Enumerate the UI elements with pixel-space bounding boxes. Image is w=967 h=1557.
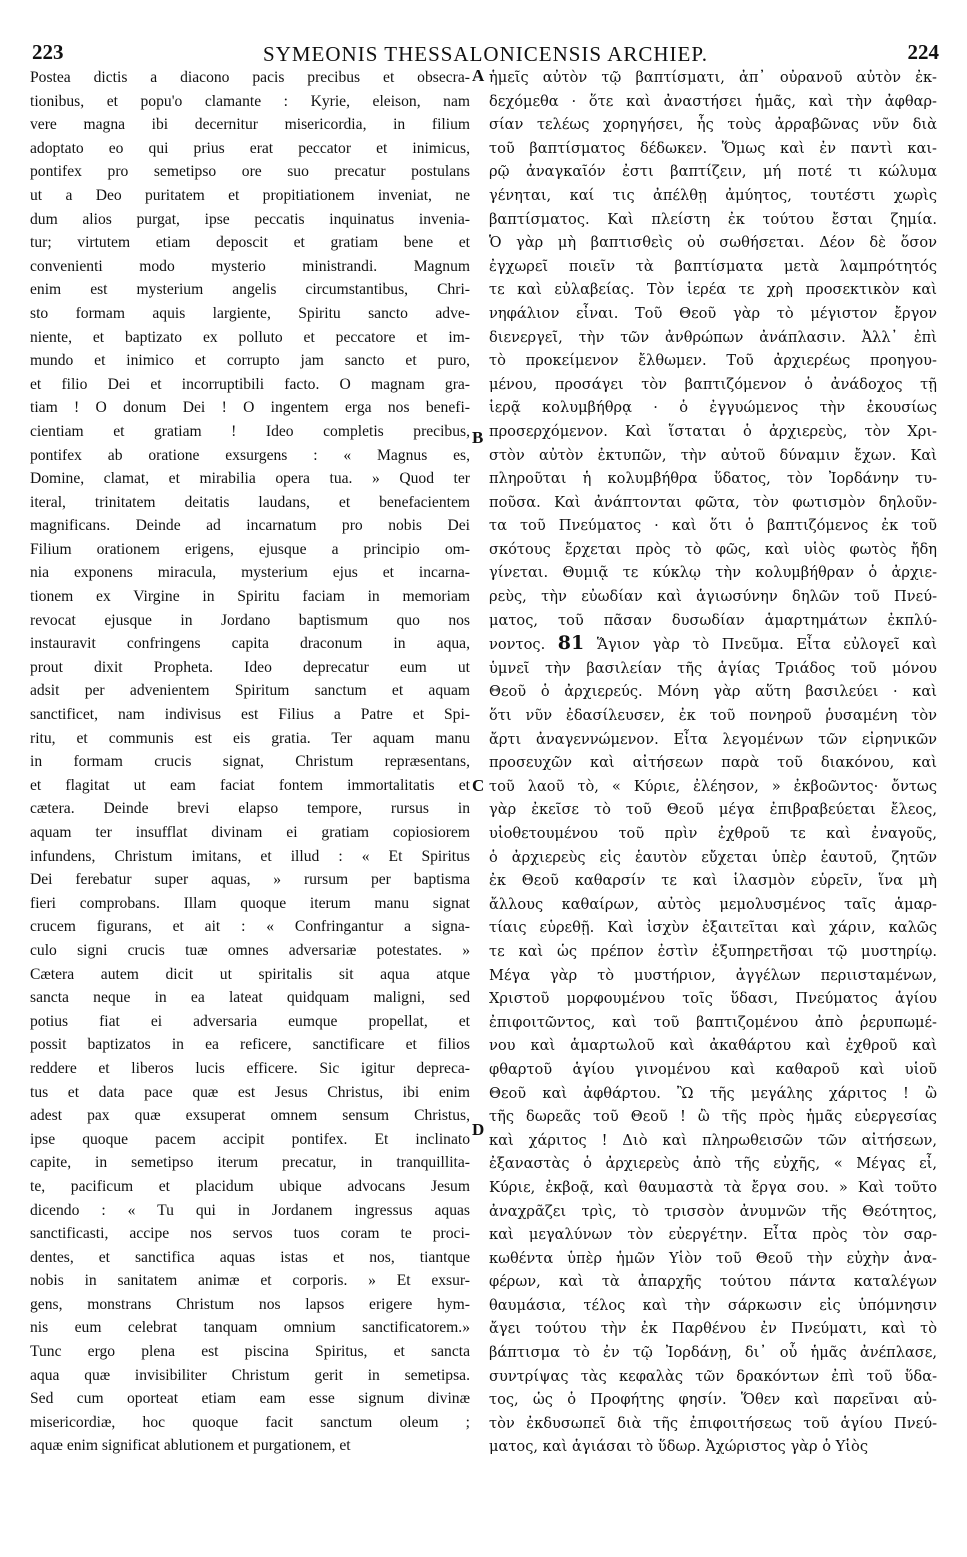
greek-text-line: γένηται, καί τις ἀπέλθῃ ἀμύητος, τουτέστι χωρὶς xyxy=(489,186,937,204)
latin-text-line: mundo et inimico et corrupto jam sancto et puro, xyxy=(30,352,470,370)
latin-text-line: dum alios purgat, ipse peccatis inquinatus invenia- xyxy=(30,210,470,228)
latin-text-line: Sed cum oporteat etiam eam esse signum divinæ xyxy=(30,1390,470,1408)
latin-text-line: adoptato eo qui prius erat peccator et inimicus, xyxy=(30,139,470,157)
latin-text-line: potius fiat ei adversaria eumque propellat, et xyxy=(30,1012,470,1030)
greek-text-line: καὶ χάριτος ! Διὸ καὶ πληρωθεισῶν τῶν αἰτήσεων, xyxy=(489,1131,937,1149)
latin-text-line: adsit per advenientem Spiritum sanctum et aquam xyxy=(30,682,470,700)
greek-text-line: γὰρ ἐκεῖσε τὸ τοῦ Θεοῦ μέγα ἐπιβραβεύεται ἔλεος, xyxy=(489,801,937,819)
greek-text-line: τῆς δωρεᾶς τοῦ Θεοῦ ! ὢ τῆς πρὸς ἡμᾶς εὐεργεσίας xyxy=(489,1108,937,1126)
latin-text-line: culo signi crucis tuæ omnes adversariæ potestates. » xyxy=(30,941,470,959)
greek-text-line: ποῦσα. Καὶ ἀνάπτονται φῶτα, τὸν φωτισμὸν δηλοῦν- xyxy=(489,493,937,511)
latin-text-line: pontifex pro semetipso ore suo precatur postulans xyxy=(30,163,470,181)
latin-text-line: convenienti modo mysterio ministrandi. Magnum xyxy=(30,257,470,275)
latin-text-line: misericordiæ, hoc quoque facit sanctum oleum ; xyxy=(30,1413,470,1431)
latin-text-line: instauravit confringens capita draconum in aqua, xyxy=(30,635,470,653)
latin-text-line: ipse quoque pacem accipit pontifex. Et inclinato xyxy=(30,1130,470,1148)
latin-text-line: sancta neque in ea lateat quidquam maligni, sed xyxy=(30,989,470,1007)
greek-text-line: ὑμνεῖ τὴν βασιλείαν τῆς ἁγίας Τριάδος τοῦ μόνου xyxy=(489,659,937,677)
latin-text-line: sanctificasti, accipe nos servos tuos coram te proci- xyxy=(30,1225,470,1243)
latin-text-line: Tunc ergo plena est piscina Spiritus, et sancta xyxy=(30,1343,470,1361)
latin-text-line: sto formam aquis largiente, Spiritu sancto adve- xyxy=(30,304,470,322)
greek-text-line: νηφάλιον εἶναι. Τοῦ Θεοῦ γὰρ τὸ μέγιστον ἔργον xyxy=(489,304,937,322)
greek-text-line: τος, ὡς ὁ Προφήτης φησίν. Ὅθεν καὶ παρεῖναι αὐ- xyxy=(489,1391,937,1409)
latin-text-line: aqua quæ invisibiliter Christum gerit in semetipsa. xyxy=(30,1366,470,1384)
latin-text-line: tur; virtutem etiam deposcit et gratiam bene et xyxy=(30,234,470,252)
latin-text-line: ut a Deo puritatem et propitiationem inveniat, ne xyxy=(30,186,470,204)
greek-text-line: ἐξαναστὰς ὁ ἀρχιερεὺς ἀπὸ τῆς εὐχῆς, « Μέγας εἶ, xyxy=(489,1155,937,1173)
latin-text-line: reddere et liberos lucis efficere. Sic igitur depreca- xyxy=(30,1059,470,1077)
greek-text-line: θαυμάσια, τέλος καὶ τὴν σάρκωσιν εἰς ὑπόμνησιν xyxy=(489,1296,937,1314)
greek-text-line: ἐγχωρεῖ ποιεῖν τὰ βαπτίσματα μετὰ λαμπρότητός xyxy=(489,257,937,275)
greek-text-line: Ὁ γὰρ μὴ βαπτισθεὶς οὐ σωθήσεται. Δέον δὲ ὅσον xyxy=(489,234,937,252)
greek-text-line: δεχόμεθα · ὅτε καὶ ἀναστήσει ἡμᾶς, καὶ τὴν ἀφθαρ- xyxy=(489,92,937,110)
greek-text-line: ρῷ ἀναγκαῖόν ἐστι βαπτίζειν, μή ποτέ τι κώλυμα xyxy=(489,163,937,181)
greek-column xyxy=(489,66,937,1551)
greek-text-line: Θεοῦ καὶ ἀφθάρτου. Ὢ τῆς μεγάλης χάριτος ! ὢ xyxy=(489,1084,937,1102)
greek-text-line: τε καὶ ὡς πρέπον ἐστὶν ἐξυπηρετῆσαι τῷ μυστηρίῳ. xyxy=(489,942,937,960)
greek-text-fragment: νοντος. xyxy=(489,636,558,654)
greek-text-line: ἱερᾷ κολυμβήθρᾳ · ὁ ἐγγυώμενος τὴν ἐκουσίως xyxy=(489,399,937,417)
greek-text-line: ἄρτι ἀναγεννώμενον. Εἶτα λεγομένων τῶν εἰρηνικῶν xyxy=(489,730,937,748)
margin-letter-b: B xyxy=(472,428,484,447)
greek-text-line: μένου, προσάγει τὸν βαπτιζόμενον ὁ ἀνάδοχος τῇ xyxy=(489,375,937,393)
latin-text-line: crucem figurans, et ait : « Confringantur a signa- xyxy=(30,918,470,936)
latin-text-line: iteral, trinitatem deitatis laudans, et benefacientem xyxy=(30,493,470,511)
greek-text-line: τὸ προκείμενον ἔλθωμεν. Τοῦ ἀρχιερέως προηγου- xyxy=(489,352,937,370)
latin-text-line: gens, monstrans Christum nos lapsos erigere hym- xyxy=(30,1295,470,1313)
latin-text-line: capite, in semetipso iterum precatur, in tranquillita- xyxy=(30,1154,470,1172)
latin-text-line: et flagitat ut eam faciat fontem immortalitatis et xyxy=(30,776,470,794)
latin-text-line: nia exponens miracula, mysterium ejus et incarna- xyxy=(30,564,470,582)
latin-text-line: adest pax quæ exsuperat omnem sensum Christus, xyxy=(30,1107,470,1125)
greek-text-line: τοῦ βαπτίσματος δέδωκεν. Ὅμως καὶ ἐν παντὶ και- xyxy=(489,139,937,157)
greek-text-line: νου καὶ ἁμαρτωλοῦ καὶ ἀκαθάρτου καὶ ἐχθροῦ καὶ xyxy=(489,1037,937,1055)
greek-text-line: ἄγει τούτου τὴν ἐκ Παρθένου ἐν Πνεύματι, καὶ τὸ xyxy=(489,1320,937,1338)
greek-text-line: Μέγα γὰρ τὸ μυστήριον, ἀγγέλων περιισταμένων, xyxy=(489,966,937,984)
greek-text-line: ἐπιφοιτῶντος, καὶ τοῦ βαπτιζομένου ἀπὸ ῥερυπωμέ- xyxy=(489,1013,937,1031)
latin-text-line: tionem ex Virgine in Spiritu faciam in memoriam xyxy=(30,588,470,606)
greek-text-line xyxy=(489,632,937,657)
greek-text-line: τα τοῦ Πνεύματος · καὶ ὅτι ὁ βαπτιζόμενος ἐκ τοῦ xyxy=(489,517,937,535)
running-title: SYMEONIS THESSALONICENSIS ARCHIEP. xyxy=(263,42,708,66)
greek-text-line: καὶ μεγαλύνων τὸν εὐεργέτην. Εἶτα πρὸς τὸν σαρ- xyxy=(489,1226,937,1244)
greek-text-line: ὅτι νῦν ἐδασίλευσεν, ἐκ τοῦ πονηροῦ ῥυσαμένη τὸν xyxy=(489,707,937,725)
margin-letter-d: D xyxy=(472,1120,485,1139)
greek-text-line: φθαρτοῦ ἁγίου γινομένου καὶ καθαροῦ καὶ υἱοῦ xyxy=(489,1060,937,1078)
latin-text-line: revocat ejusque in Jordano baptismum quo nos xyxy=(30,611,470,629)
latin-text-line: niente, et baptizato ex polluto et peccatore et im- xyxy=(30,328,470,346)
greek-text-line: κωθέντα ὑπὲρ ἡμῶν Υἱὸν τοῦ Θεοῦ τὴν εὐχὴν ἀνα- xyxy=(489,1249,937,1267)
latin-text-line: tus et data pace quæ est Jesus Christus, ibi enim xyxy=(30,1083,470,1101)
latin-text-line: Domine, clamat, et mirabilia opera tua. » Quod ter xyxy=(30,470,470,488)
greek-text-line: ὁ ἀρχιερεὺς εἰς ἑαυτὸν εὔχεται ὑπὲρ ἑαυτοῦ, ζητῶν xyxy=(489,848,937,866)
latin-text-line: aquæ enim significat ablutionem et purgationem, et xyxy=(30,1437,351,1455)
greek-text-line: βαπτίσματος. Καὶ πλείστη ἐκ τούτου ἔσται ζημία. xyxy=(489,210,937,228)
latin-text-line: pontifex ab oratione exsurgens : « Magnus es, xyxy=(30,446,470,464)
chapter-number: 81 xyxy=(557,632,585,655)
greek-text-line: διενεργεῖ, τὴν τῶν ἀνθρώπων ἀνάπλασιν. Ἀλλ᾽ ἐπὶ xyxy=(489,328,937,346)
greek-text-line: ἡμεῖς αὐτὸν τῷ βαπτίσματι, ἀπ᾽ οὐρανοῦ αὐτὸν ἐκ- xyxy=(489,69,937,86)
margin-letter-a: A xyxy=(472,66,485,85)
greek-text-line: προσευχῶν καὶ αἰτήσεων παρὰ τοῦ διακόνου, καὶ xyxy=(489,754,937,772)
latin-text-line: dicendo : « Tu qui in Jordanem ingressus aquas xyxy=(30,1201,470,1219)
latin-text-line: et filio Dei et incorruptibili facto. O magnam gra- xyxy=(30,375,470,393)
page-number-left: 223 xyxy=(32,40,64,64)
latin-text-line: infundens, Christum imitans, et illud : « Et Spiritus xyxy=(30,847,470,865)
latin-text-line: cientiam et gratiam ! Ideo completis precibus, xyxy=(30,422,470,440)
greek-text-line: σίαν τελέως χορηγήσει, ἧς τοὺς ἀρραβῶνας νῦν διὰ xyxy=(489,116,937,134)
greek-text-line: σκότους ἔρχεται πρὸς τὸ φῶς, καὶ υἱὸς φωτὸς ἤδη xyxy=(489,540,937,558)
greek-text-line: ματος, τοῦ πᾶσαν δυσωδίαν ἁμαρτημάτων ἐκπλύ- xyxy=(489,611,937,629)
greek-text-line: Θεοῦ ὁ ἀρχιερεύς. Μόνη γὰρ αὕτη βασιλεύει · καὶ xyxy=(489,683,937,701)
greek-text-line: ρεὺς, τὴν εὐωδίαν καὶ ἁγιωσύνην δηλῶν τοῦ Πνεύ- xyxy=(489,588,937,606)
latin-text-line: te, pacificum et placidum ubique advocans Jesum xyxy=(30,1177,470,1195)
latin-text-line: magnificans. Deinde ad incarnatum pro nobis Dei xyxy=(30,517,470,535)
page-number-right: 224 xyxy=(907,40,939,64)
greek-text-line: υἱοθετουμένου τοῦ πρὶν ἐχθροῦ τε καὶ ἐναγοῦς, xyxy=(489,825,937,842)
latin-text-line: nis eum celebrat tanquam omnium sanctificatorem.» xyxy=(30,1319,470,1337)
greek-text-line: στὸν αὐτὸν ἐκτυπῶν, τὴν αὐτοῦ δύναμιν ἔχων. Καὶ xyxy=(489,446,937,464)
latin-text-line: ritu, et communis est eis gratia. Ter aquam manu xyxy=(30,729,470,747)
latin-text-line: tionibus, et popu'o clamante : Kyrie, eleison, nam xyxy=(30,92,470,110)
latin-text-line: vere magna ibi decernitur misericordia, in filium xyxy=(30,116,470,134)
latin-text-line: prout dixit Propheta. Ideo deprecatur eum ut xyxy=(30,658,470,676)
greek-text-line: ματος, καὶ ἁγιάσαι τὸ ὕδωρ. Ἀχώριστος γὰρ ὁ Υἱὸς xyxy=(489,1438,868,1456)
latin-text-line: tiam ! O donum Dei ! O ingentem erga nos benefi- xyxy=(30,399,470,417)
latin-text-line: enim est mysterium angelis circumstantibus, Chri- xyxy=(30,281,470,299)
latin-text-line: possit baptizatos in ea reficere, sanctificare et filios xyxy=(30,1036,470,1054)
latin-text-line: sanctificet, nam indivisus est Filius a Patre et Spi- xyxy=(30,706,470,724)
greek-text-line: Χριστοῦ μορφουμένου τοῖς ὕδασι, Πνεύματος ἁγίου xyxy=(489,990,937,1008)
latin-text-line: aquam ter insufflat divinam ei gratiam copiosiorem xyxy=(30,824,470,841)
greek-text-line: τοῦ λαοῦ τὸ, « Κύριε, ἐλέησον, » ἐκβοῶντος· ὄντως xyxy=(489,777,937,795)
greek-text-line: τὸν ἐκδυσωπεῖ διὰ τῆς ἐπιφοιτήσεως τοῦ ἁγίου Πνεύ- xyxy=(489,1414,937,1432)
latin-column xyxy=(30,66,470,1551)
greek-text-line: βάπτισμα τὸ ἐν τῷ Ἰορδάνῃ, δι᾽ οὗ ἡμᾶς ἀνέπλασε, xyxy=(489,1344,937,1362)
latin-text-line: in formam crucis signat, Christum repræsentans, xyxy=(30,753,470,771)
greek-text-line: γίνεται. Θυμιᾷ τε κύκλῳ τὴν κολυμβήθραν ὁ ἀρχιε- xyxy=(489,564,937,582)
greek-text-line: ἄλλους καθαίρων, αὐτὸς μεμολυσμένος ταῖς ἁμαρ- xyxy=(489,895,937,913)
margin-letter-c: C xyxy=(472,776,485,795)
latin-text-line: fieri comprobans. Illam quoque iterum manu signat xyxy=(30,894,470,912)
latin-text-line: dentes, et sanctifica aquas istas et nos, tiantque xyxy=(30,1248,470,1266)
greek-text-line: Κύριε, ἐκβοᾷ, καὶ θαυμαστὰ τὰ ἔργα σου. » Καὶ τοῦτο xyxy=(489,1178,937,1196)
greek-text-line: φέρων, καὶ τὰ ἀπαρχῆς τούτου πάντα καταλέγων xyxy=(489,1273,937,1291)
greek-text-continuation: Ἅγιον γὰρ τὸ Πνεῦμα. Εἶτα εὐλογεῖ καὶ xyxy=(596,636,937,654)
latin-text-line: Filium orationem erigens, ejusque a principio om- xyxy=(30,540,470,558)
latin-text-line: Cætera autem dicit ut spiritalis sit aqua atque xyxy=(30,965,470,983)
greek-text-line: ἐκ Θεοῦ καθαρσίν τε καὶ ἱλασμὸν εὑρεῖν, ἵνα μὴ xyxy=(489,872,937,890)
latin-text-line: cætera. Deinde brevi elapso tempore, rursus in xyxy=(30,800,470,818)
latin-text-line: Dei ferebatur super aquas, » rursum per baptisma xyxy=(30,871,470,889)
greek-text-line: συντρίψας τὰς κεφαλὰς τῶν δρακόντων ἐπὶ τοῦ ὕδα- xyxy=(489,1367,937,1385)
greek-text-line: τίαις εὑρεθῇ. Καὶ ἰσχὺν ἐξαιτεῖται καὶ χάριν, καλῶς xyxy=(489,919,937,937)
latin-text-line: Postea dictis a diacono pacis precibus et obsecra- xyxy=(30,69,470,86)
greek-text-line: τε καὶ εὐλαβείας. Τὸν ἱερέα τε χρὴ προσεκτικὸν καὶ xyxy=(489,281,937,299)
greek-text-line: προσερχόμενον. Καὶ ἵσταται ὁ ἀρχιερεὺς, τὸν Χρι- xyxy=(489,422,937,440)
greek-text-line: πληροῦται ἡ κολυμβήθρα ὕδατος, τὸν Ἰορδάνην τυ- xyxy=(489,470,937,488)
greek-text-line: ἀναχρᾶζει τρὶς, τὸ τρισσὸν ἀνυμνῶν τῆς Θεότητος, xyxy=(489,1202,937,1220)
latin-text-line: nobis in sanitatem animæ et corporis. » Et exsur- xyxy=(30,1272,470,1290)
